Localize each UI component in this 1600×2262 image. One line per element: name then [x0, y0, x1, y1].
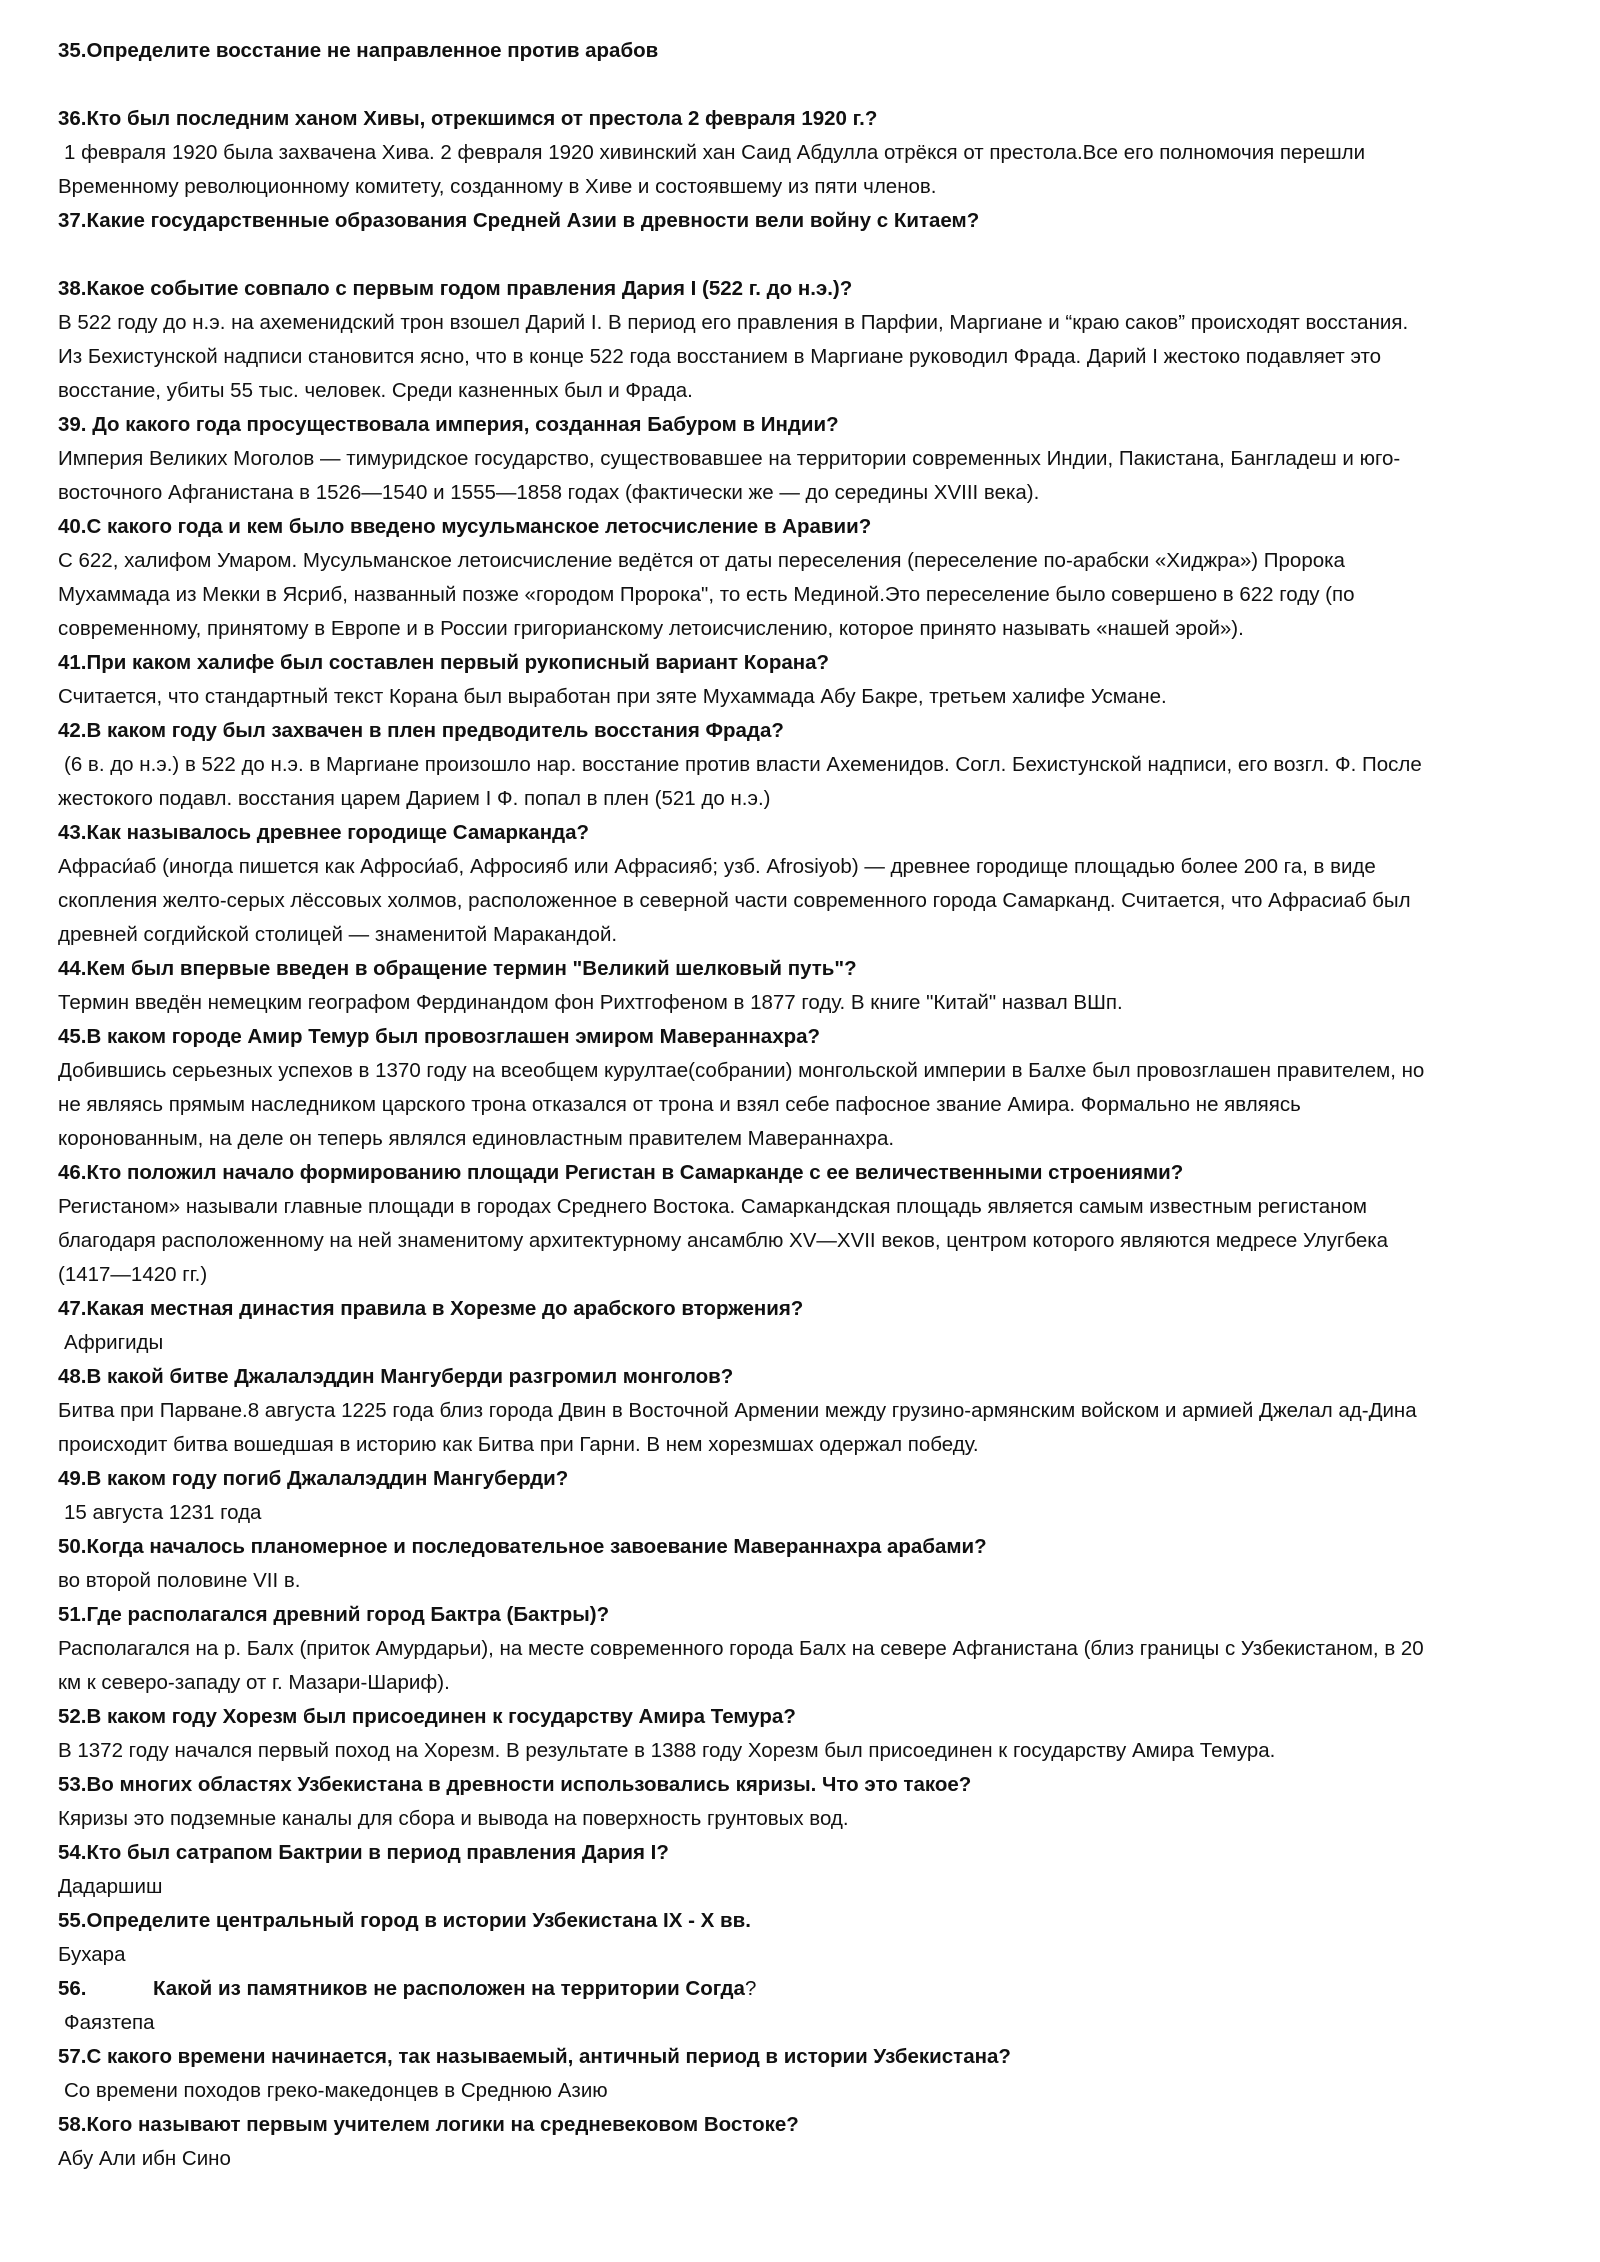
question-46 [58, 1156, 1558, 1292]
question-text: 36.Кто был последним ханом Хивы, отрекшимся от престола 2 февраля 1920 г.? [58, 107, 878, 130]
question-text: 50.Когда началось планомерное и последовательное завоевание Мавераннахра арабами? [58, 1535, 987, 1558]
spacer [58, 68, 1558, 102]
question-text: 44.Кем был впервые введен в обращение термин "Великий шелковый путь"? [58, 957, 857, 980]
question-text: 35.Определите восстание не направленное против арабов [58, 39, 659, 62]
question-text: 39. До какого года просуществовала империя, созданная Бабуром в Индии? [58, 413, 839, 436]
question-45 [58, 1020, 1558, 1156]
question-53 [58, 1768, 1558, 1836]
question-52 [58, 1700, 1558, 1768]
answer-line: 15 августа 1231 года [64, 1501, 262, 1524]
answer-line: Считается, что стандартный текст Корана был выработан при зяте Мухаммада Абу Бакре, третьем халифе Усмане. [58, 685, 1167, 708]
question-56 [58, 1972, 1558, 2040]
answer-line: благодаря расположенному на ней знаменитому архитектурному ансамблю XV—XVII веков, центром которого являются медресе Улугбека [58, 1229, 1389, 1252]
answer-line: восточного Афганистана в 1526—1540 и 1555—1858 годах (фактически же — до середины XVIII века). [58, 481, 1040, 504]
answer-line: восстание, убиты 55 тыс. человек. Среди казненных был и Фрада. [58, 379, 693, 402]
question-44 [58, 952, 1558, 1020]
answer-line: Из Бехистунской надписи становится ясно, что в конце 522 года восстанием в Маргиане руководил Фрада. Дарий I жестоко подавляет это [58, 345, 1382, 368]
question-text: 51.Где располагался древний город Бактра (Бактры)? [58, 1603, 610, 1626]
question-35 [58, 34, 1558, 68]
answer-line: Мухаммада из Мекки в Ясриб, названный позже «городом Пророка", то есть Мединой.Это переселение было совершено в 622 году (по [58, 583, 1355, 606]
question-text: Какой из памятников не расположен на территории Согда [153, 1977, 745, 2000]
answer-line: (6 в. до н.э.) в 522 до н.э. в Маргиане произошло нар. восстание против власти Ахеменидов. Согл. Бехистунской надписи, его возгл. Ф. После [64, 753, 1422, 776]
question-43 [58, 816, 1558, 952]
answer-line: во второй половине VII в. [58, 1569, 301, 1592]
question-text: 47.Какая местная династия правила в Хорезме до арабского вторжения? [58, 1297, 804, 1320]
question-54 [58, 1836, 1558, 1904]
answer-line: коронованным, на деле он теперь являлся единовластным правителем Мавераннахра. [58, 1127, 895, 1150]
question-41 [58, 646, 1558, 714]
answer-line: 1 февраля 1920 была захвачена Хива. 2 февраля 1920 хивинский хан Саид Абдулла отрёкся от престола.Все его полномочия перешли [64, 141, 1366, 164]
question-text: 55.Определите центральный город в истории Узбекистана IX - X вв. [58, 1909, 751, 1932]
question-text: 57.С какого времени начинается, так называемый, античный период в истории Узбекистана? [58, 2045, 1011, 2068]
question-49 [58, 1462, 1558, 1530]
question-58 [58, 2108, 1558, 2176]
question-number: 56. [58, 1977, 87, 2000]
answer-line: Абу Али ибн Сино [58, 2147, 231, 2170]
answer-line: В 522 году до н.э. на ахеменидский трон взошел Дарий I. В период его правления в Парфии, Маргиане и “краю саков” происходят восстания. [58, 311, 1409, 334]
question-text: 54.Кто был сатрапом Бактрии в период правления Дария I? [58, 1841, 669, 1864]
question-37 [58, 204, 1558, 238]
question-40 [58, 510, 1558, 646]
question-mark: ? [744, 1977, 757, 2000]
question-55 [58, 1904, 1558, 1972]
question-47 [58, 1292, 1558, 1360]
question-text: 46.Кто положил начало формированию площади Регистан в Самарканде с ее величественными строениями? [58, 1161, 1184, 1184]
answer-line: км к северо-западу от г. Мазари-Шариф). [58, 1671, 450, 1694]
answer-line: В 1372 году начался первый поход на Хорезм. В результате в 1388 году Хорезм был присоединен к государству Амира Темура. [58, 1739, 1276, 1762]
answer-line: происходит битва вошедшая в историю как Битва при Гарни. В нем хорезмшах одержал победу. [58, 1433, 979, 1456]
question-text: 37.Какие государственные образования Средней Азии в древности вели войну с Китаем? [58, 209, 980, 232]
answer-line: Фаязтепа [64, 2011, 155, 2034]
question-36 [58, 102, 1558, 204]
answer-line: Дадаршиш [58, 1875, 163, 1898]
question-text: 38.Какое событие совпало с первым годом правления Дария I (522 г. до н.э.)? [58, 277, 853, 300]
question-38 [58, 272, 1558, 408]
answer-line: С 622, халифом Умаром. Мусульманское летоисчисление ведётся от даты переселения (переселение по-арабски «Хиджра») Пророка [58, 549, 1345, 572]
question-39 [58, 408, 1558, 510]
answer-line: не являясь прямым наследником царского трона отказался от трона и взял себе пафосное звание Амира. Формально не являясь [58, 1093, 1301, 1116]
answer-line: Располагался на р. Балх (приток Амурдарьи), на месте современного города Балх на севере Афганистана (близ границы с Узбекистаном, в 20 [58, 1637, 1424, 1660]
question-text: 53.Во многих областях Узбекистана в древности использовались кяризы. Что это такое? [58, 1773, 972, 1796]
question-51 [58, 1598, 1558, 1700]
question-text: 43.Как называлось древнее городище Самарканда? [58, 821, 590, 844]
question-text: 45.В каком городе Амир Темур был провозглашен эмиром Мавераннахра? [58, 1025, 821, 1048]
answer-line: Со времени походов греко-македонцев в Среднюю Азию [64, 2079, 608, 2102]
document-page [58, 34, 1558, 2176]
question-42 [58, 714, 1558, 816]
answer-line: Империя Великих Моголов — тимуридское государство, существовавшее на территории современных Индии, Пакистана, Бангладеш и юго- [58, 447, 1401, 470]
question-50 [58, 1530, 1558, 1598]
question-text: 49.В каком году погиб Джалалэддин Мангуберди? [58, 1467, 569, 1490]
answer-line: Временному революционному комитету, созданному в Хиве и состоявшему из пяти членов. [58, 175, 937, 198]
answer-line: жестокого подавл. восстания царем Дарием I Ф. попал в плен (521 до н.э.) [58, 787, 771, 810]
answer-line: Термин введён немецким географом Фердинандом фон Рихтгофеном в 1877 году. В книге "Китай" назвал ВШп. [58, 991, 1123, 1014]
answer-line: скопления желто-серых лёссовых холмов, расположенное в северной части современного города Самарканд. Считается, что Афрасиаб был [58, 889, 1411, 912]
answer-line: древней согдийской столицей — знаменитой Маракандой. [58, 923, 618, 946]
question-48 [58, 1360, 1558, 1462]
question-text: 42.В каком году был захвачен в плен предводитель восстания Фрада? [58, 719, 784, 742]
answer-line: современному, принятому в Европе и в России григорианскому летоисчислению, которое принято называть «нашей эрой»). [58, 617, 1244, 640]
answer-line: Добившись серьезных успехов в 1370 году на всеобщем курултае(собрании) монгольской империи в Балхе был провозглашен правителем, но [58, 1059, 1425, 1082]
spacer [58, 238, 1558, 272]
question-text: 52.В каком году Хорезм был присоединен к государству Амира Темура? [58, 1705, 796, 1728]
question-text: 48.В какой битве Джалалэддин Мангуберди разгромил монголов? [58, 1365, 734, 1388]
answer-line: Афригиды [64, 1331, 164, 1354]
question-text: 58.Кого называют первым учителем логики на средневековом Востоке? [58, 2113, 799, 2136]
question-text: 40.С какого года и кем было введено мусульманское летосчисление в Аравии? [58, 515, 872, 538]
answer-line: Битва при Парване.8 августа 1225 года близ города Двин в Восточной Армении между грузино-армянским войском и армией Джелал ад-Дина [58, 1399, 1417, 1422]
answer-line: (1417—1420 гг.) [58, 1263, 208, 1286]
answer-line: Бухара [58, 1943, 126, 1966]
answer-line: Кяризы это подземные каналы для сбора и вывода на поверхность грунтовых вод. [58, 1807, 849, 1830]
question-57 [58, 2040, 1558, 2108]
answer-line: Афраси́аб (иногда пишется как Афроси́аб, Афросияб или Афрасияб; узб. Afrosiyob) — древнее городище площадью более 200 га, в виде [58, 855, 1376, 878]
question-text: 41.При каком халифе был составлен первый рукописный вариант Корана? [58, 651, 830, 674]
answer-line: Регистаном» называли главные площади в городах Среднего Востока. Самаркандская площадь является самым известным регистаном [58, 1195, 1367, 1218]
